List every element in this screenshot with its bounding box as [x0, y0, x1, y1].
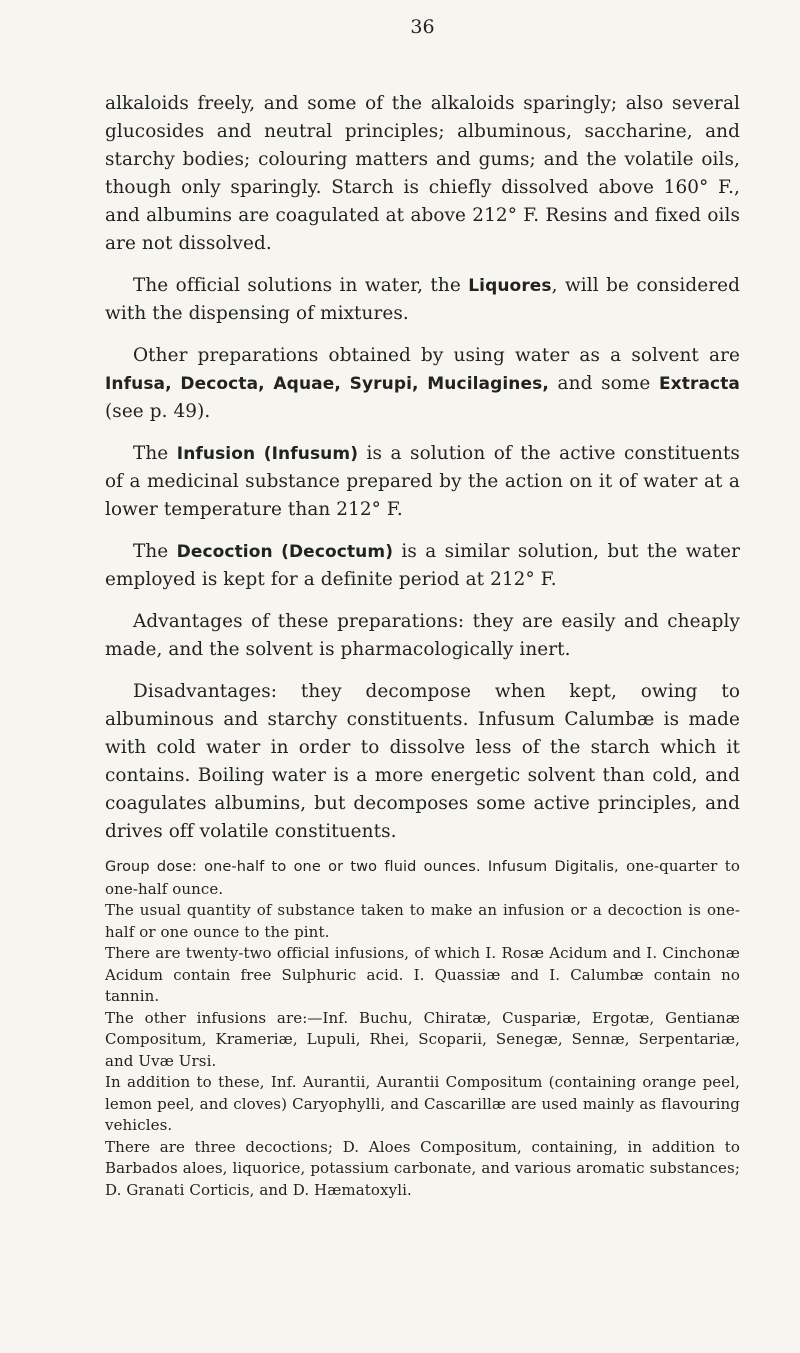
paragraph-disadvantages: Disadvantages: they decompose when kept, owing to albuminous and starchy constituents. Infusum Calumbæ is made with cold water in order to dissolve less of the starch which it contains. Boiling water is a more energetic solvent than cold, and coagulates albumins, but decomposes some active principles, and drives off volatile constituents.	[105, 681, 740, 842]
term-extracta: Extracta	[658, 374, 740, 394]
paragraph-decoction	[105, 538, 740, 594]
text-run: is a solution of the active constituents of a medicinal substance prepared by the action on it of water at a lower temperature than 212° F.	[105, 443, 740, 520]
term-preparations: Infusa, Decocta, Aquae, Syrupi, Mucilagines,	[105, 374, 549, 394]
note-group-dose	[105, 856, 740, 900]
paragraph-liquores	[105, 272, 740, 328]
term-liquores: Liquores	[468, 276, 552, 296]
paragraph-continuation: alkaloids freely, and some of the alkaloids sparingly; also several glucosides and neutral principles; albuminous, saccharine, and starchy bodies; colouring matters and gums; and the volatile oils, though only sparingly. Starch is chiefly dissolved above 160° F., and albumins are coagulated at above 212° F. Resins and fixed oils are not dissolved.	[105, 93, 740, 254]
note-usual-quantity: The usual quantity of substance taken to make an infusion or a decoction is one-half or one ounce to the pint.	[105, 901, 740, 941]
paragraph-advantages: Advantages of these preparations: they are easily and cheaply made, and the solvent is pharmacologically inert.	[105, 611, 740, 660]
note-official-infusions: There are twenty-two official infusions, of which I. Rosæ Acidum and I. Cinchonæ Acidum contain free Sulphuric acid. I. Quassiæ and I. Calumbæ contain no tannin.	[105, 944, 740, 1005]
text-run: (see p. 49).	[105, 401, 211, 422]
text-run: The	[133, 443, 177, 464]
text-run: one-quarter to one-half ounce.	[105, 857, 741, 898]
text-run: , will be considered with the dispensing of mixtures.	[105, 275, 740, 324]
text-run: is a similar solution, but the water employed is kept for a definite period at 212° F.	[105, 541, 740, 590]
paragraph-infusion	[105, 440, 740, 524]
note-other-infusions: The other infusions are:—Inf. Buchu, Chiratæ, Cuspariæ, Ergotæ, Gentianæ Compositum, Krameriæ, Lupuli, Rhei, Scoparii, Senegæ, Sennæ, Serpentariæ, and Uvæ Ursi.	[105, 1008, 740, 1070]
term-decoction: Decoction (Decoctum)	[176, 542, 394, 562]
page-number: 36	[410, 16, 435, 38]
text-run: Group dose: one-half to one or two fluid ounces. Infusum Digitalis,	[105, 859, 619, 875]
text-run: and some	[548, 373, 659, 394]
paragraph-other-preparations	[105, 342, 740, 426]
small-print-notes	[105, 856, 740, 1201]
note-decoctions: There are three decoctions; D. Aloes Compositum, containing, in addition to Barbados aloes, liquorice, potassium carbonate, and various aromatic substances; D. Granati Corticis, and D. Hæmatoxyli.	[105, 1137, 740, 1199]
text-run: The	[133, 541, 177, 562]
term-infusion: Infusion (Infusum)	[176, 444, 359, 464]
text-run: The official solutions in water, the	[133, 275, 469, 296]
text-run: Other preparations obtained by using water as a solvent are	[133, 345, 740, 366]
note-flavouring-vehicles: In addition to these, Inf. Aurantii, Aurantii Compositum (containing orange peel, lemon peel, and cloves) Caryophylli, and Cascarillæ are used mainly as flavouring vehicles.	[105, 1073, 740, 1134]
